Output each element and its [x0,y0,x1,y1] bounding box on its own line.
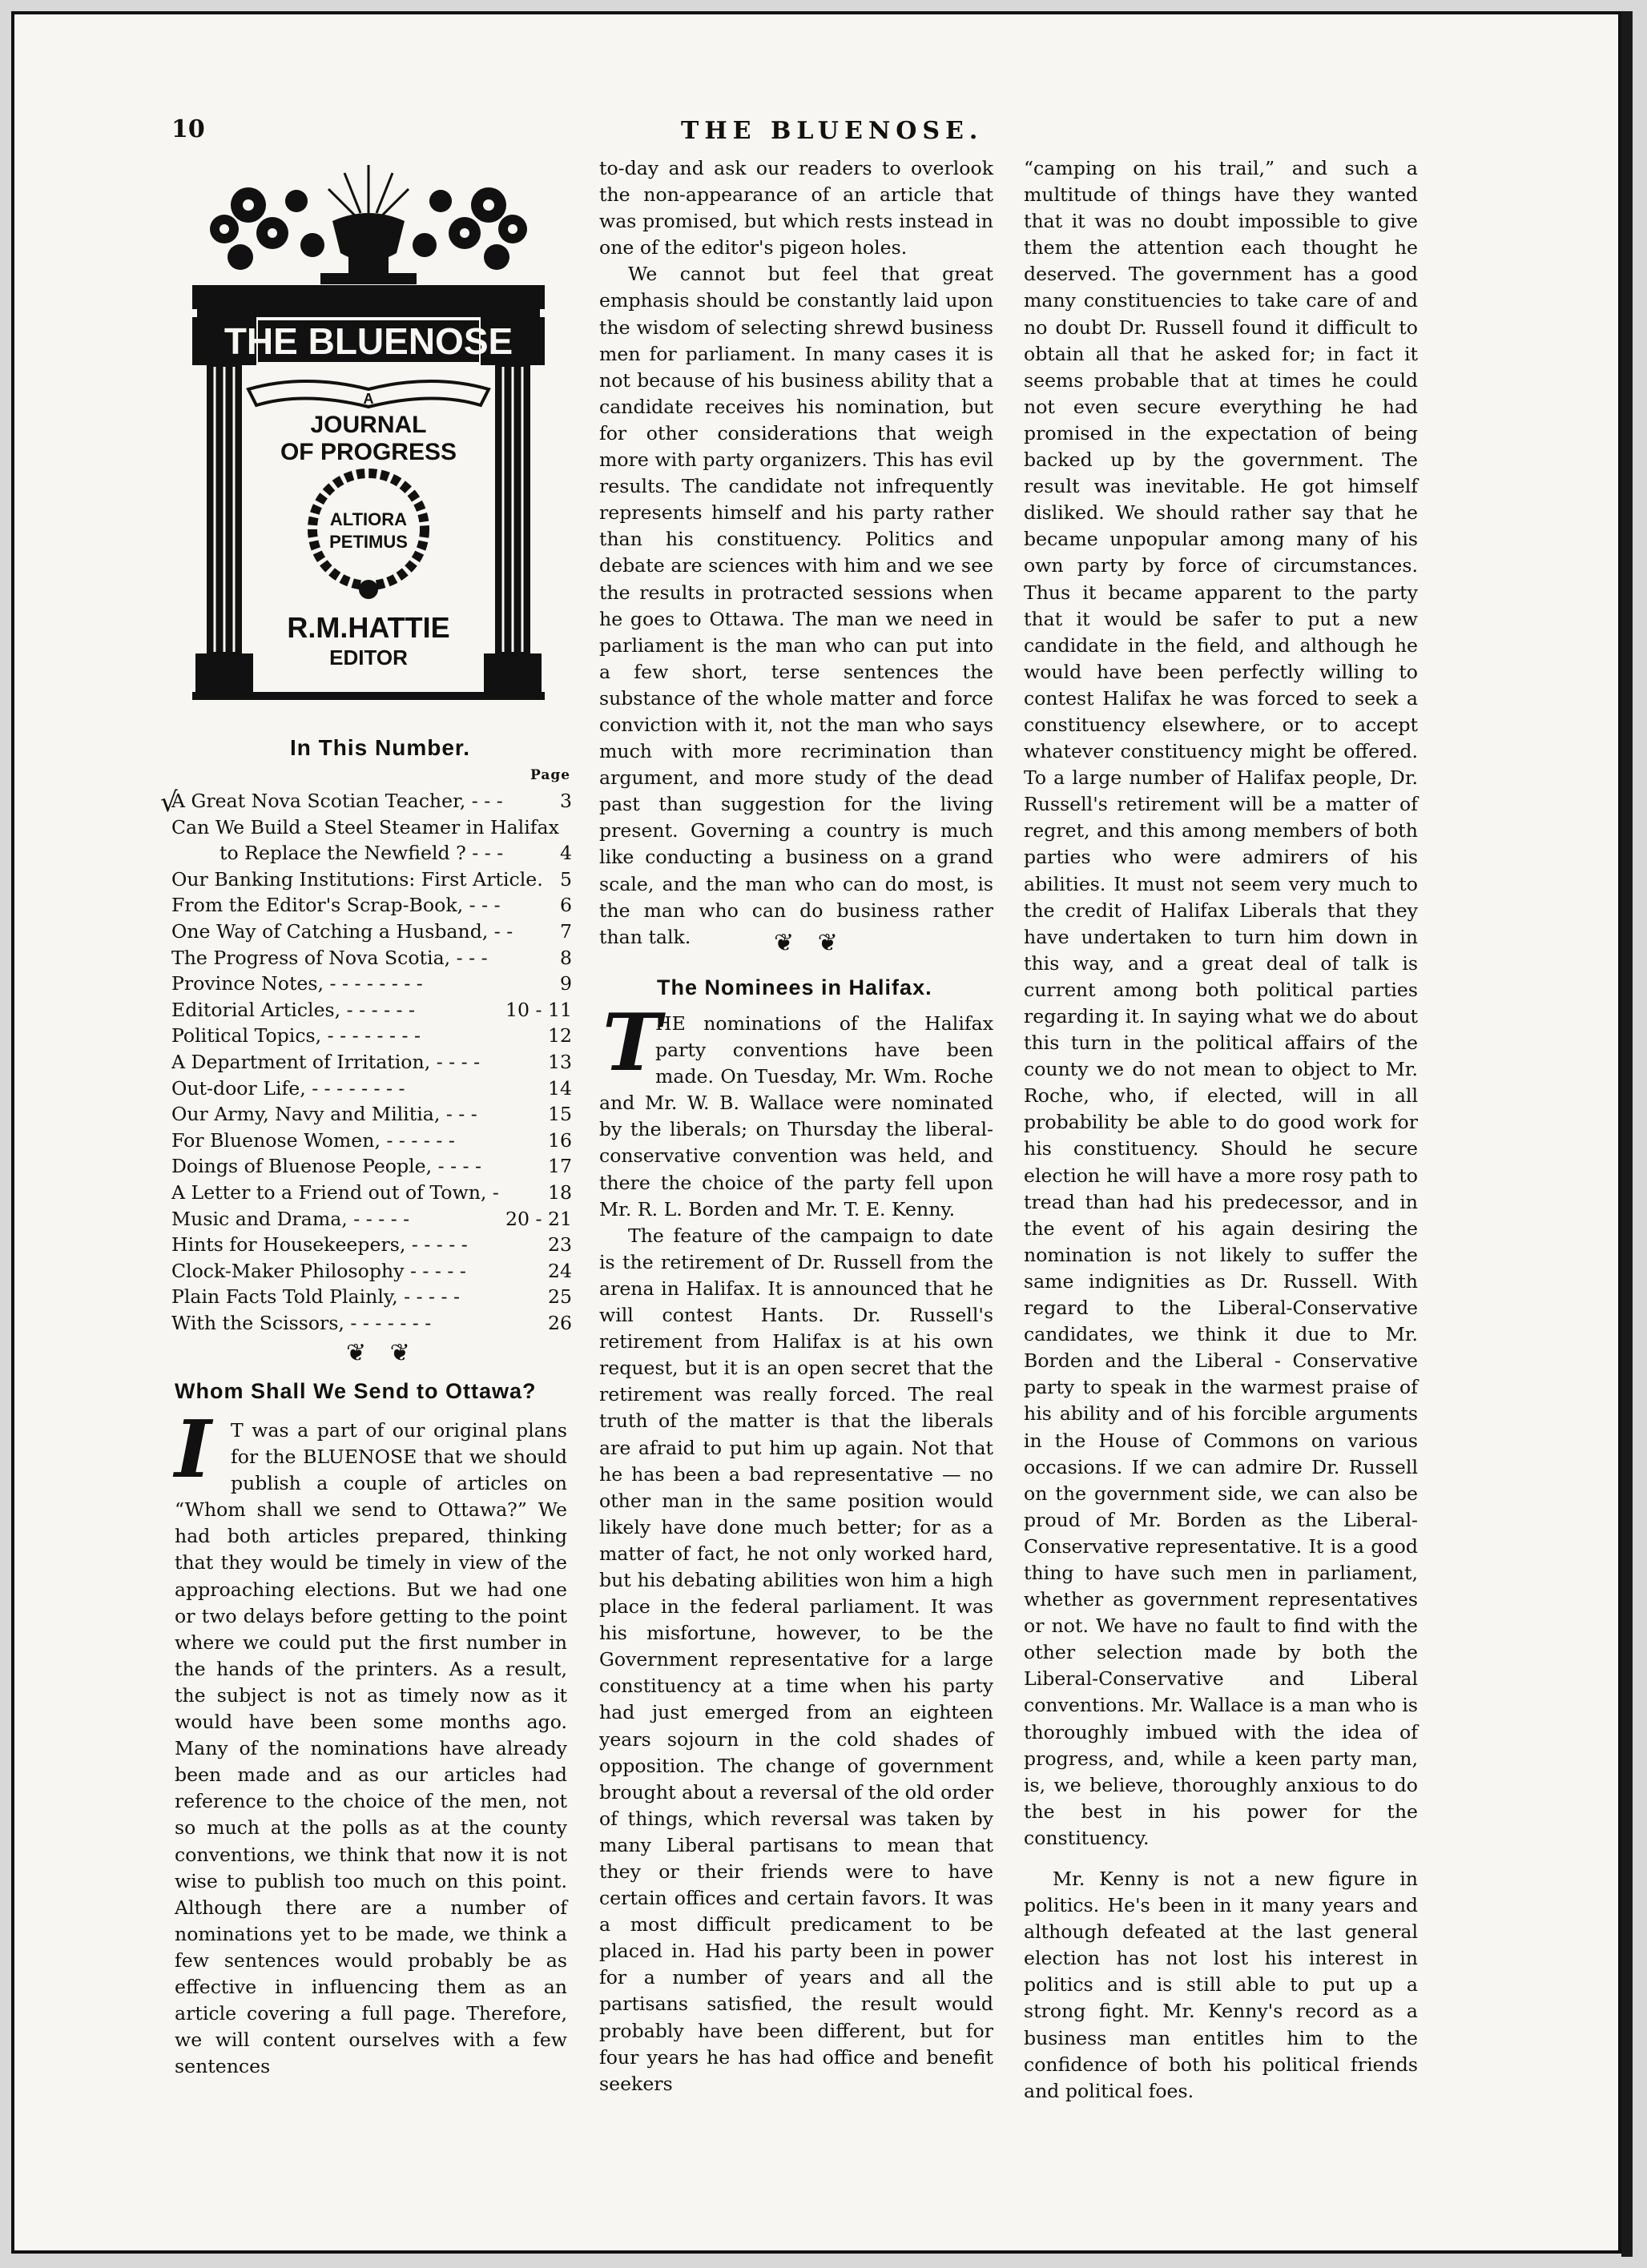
toc-item: From the Editor's Scrap-Book, - - - 6 [171,894,572,917]
motto-line-2: PETIMUS [329,532,408,552]
drop-cap: I [175,1404,211,1496]
toc-item: Clock-Maker Philosophy - - - - - 24 [171,1259,572,1282]
editor-name: R.M.HATTIE [287,611,450,644]
toc-heading: In This Number. [290,735,471,760]
drop-cap: T [602,997,661,1089]
masthead-title: THE BLUENOSE [223,320,513,362]
toc-item: Music and Drama, - - - - - 20 - 21 [171,1207,572,1230]
toc-item: Plain Facts Told Plainly, - - - - - 25 [171,1285,572,1309]
motto-line-1: ALTIORA [329,509,408,529]
check-mark-icon: √ [160,786,178,818]
toc-item: One Way of Catching a Husband, - - 7 [171,919,572,943]
article-body-column-3 [1024,155,1418,2105]
toc-item: A Department of Irritation, - - - - 13 [171,1050,572,1073]
table-of-contents [171,788,572,1336]
page-number: 10 [171,115,205,143]
masthead-subtitle-a: A [363,391,374,407]
toc-item: With the Scissors, - - - - - - - 26 [171,1311,572,1334]
toc-item: Out-door Life, - - - - - - - - 14 [171,1076,572,1100]
article-body-column-1 [175,1418,567,2080]
toc-item: to Replace the Newfield ? - - - 4 [219,842,572,865]
toc-item: A Letter to a Friend out of Town, - 18 [171,1180,572,1204]
toc-item: Our Banking Institutions: First Article. 5 [171,867,572,891]
wreath-icon [312,473,425,585]
toc-item: For Bluenose Women, - - - - - - 16 [171,1128,572,1152]
toc-item: Editorial Articles, - - - - - - 10 - 11 [171,998,572,1021]
toc-item: A Great Nova Scotian Teacher, - - - 3 [171,790,572,812]
running-head: THE BLUENOSE. [681,117,984,145]
article-paragraph: The feature of the campaign to date is the retirement of Dr. Russell from the arena in Halifax. It is announced that he will contest Hants. Dr. Russell's retirement from Halifax is at his own request, but it is an open secret that the retirement was really forced. The real truth of the matter is that the liberals are afraid to put him up again. Not that he has been a bad representative — no other man in the same position would likely have done much better; for as a matter of fact, he not only worked hard, but his debating abilities won him a high place in the federal parliament. It was his misfortune, however, to be the Government representative for a large constituency at a time when his party had just emerged from an eighteen years sojourn in the cold shades of opposition. The change of government brought about a reversal of the old order of things, which reversal was taken by many Liberal partisans to mean that they or their friends were to have certain offices and certain favors. It was a most difficult predicament to be placed in. Had his party been in power for a number of years and all the partisans satisfied, the result would probably have been different, but for four years he has had office and benefit seekers [599,1224,993,2095]
toc-item: Doings of Bluenose People, - - - - 17 [171,1155,572,1178]
article-paragraph: to-day and ask our readers to overlook the non-appearance of an article that was promised, but which rests instead in one of the editor's pigeon holes. [599,157,993,259]
article-paragraph: “camping on his trail,” and such a multitude of things have they wanted that it was no doubt impossible to give them the attention each thought he deserved. The government has a good many constituencies to take care of and no doubt Dr. Russell found it difficult to obtain all that he asked for; in fact it seems probable that at times he could not even secure everything he had promised in the expectation of being backed up by the government. The result was inevitable. He got himself disliked. We should rather say that he became unpopular among many of his own party by force of circumstances. Thus it became apparent to the party that it would be safer to put a new candidate in the field, and although he would have been perfectly willing to contest Halifax he was forced to seek a constituency elsewhere, or to accept whatever constituency might be offered. To a large number of Halifax people, Dr. Russell's retirement will be a matter of regret, and this among members of both parties who were admirers of his abilities. It must not seem very much to the credit of Halifax Liberals that they have undertaken to turn him down in this way, and a great deal of talk is current among both political parties regarding it. In saying what we do about this turn in the political affairs of the county we do not mean to object to Mr. Roche, who, if elected, will in all probability be able to do good work for his constituency. Should he secure election he will have a more rosy path to tread than had his predecessor, and in the event of his again desiring the nomination is not likely to suffer the same indignities as Dr. Russell. With regard to the Liberal-Conservative candidates, we think it due to Mr. Borden and the Liberal - Conservative party to speak in the warmest praise of his ability and of his forcible arguments in the House of Commons on various occasions. If we can admire Dr. Russell on the government side, we can also be proud of Mr. Borden as the Liberal-Conservative representative. It is a good thing to have such men in parliament, whether as government representatives or not. We have no fault to find with the other selection made by both the Liberal-Conservative and Liberal conventions. Mr. Wallace is a man who is thoroughly imbued with the idea of progress, and, while a keen party man, is, we believe, thoroughly anxious to do the best in his power for the constituency. [1024,157,1418,1849]
article-paragraph: HE nominations of the Halifax party conventions have been made. On Tuesday, Mr. Wm. Roche and Mr. W. B. Wallace were nominated by the liberals; on Thursday the liberal-conservative convention was held, and there the choice of the party fell upon Mr. R. L. Borden and Mr. T. E. Kenny. [599,1012,993,1220]
toc-item: Our Army, Navy and Militia, - - - 15 [171,1103,572,1126]
toc-page-label: Page [530,767,571,783]
editor-role: EDITOR [329,645,408,670]
leaf-ornament-icon: ❦ ❦ [346,1339,418,1367]
article-heading-ottawa: Whom Shall We Send to Ottawa? [175,1379,537,1403]
article-heading-halifax: The Nominees in Halifax. [657,975,932,999]
masthead-subtitle-progress: OF PROGRESS [280,439,457,465]
leaf-ornament-icon: ❦ ❦ [774,929,846,957]
article-paragraph: Mr. Kenny is not a new figure in politics. He's been in it many years and although defeated at the last general election has not lost his interest in politics and is still able to put up a strong fight. Mr. Kenny's record as a business man entitles him to the confidence of both his political friends and political foes. [1024,1868,1418,2102]
page-edge-shadow [1621,11,1633,2257]
masthead-subtitle-journal: JOURNAL [310,412,427,438]
toc-item: Can We Build a Steel Steamer in Halifax [171,815,559,838]
toc-item: Province Notes, - - - - - - - - 9 [171,972,572,995]
toc-item: The Progress of Nova Scotia, - - - 8 [171,946,572,969]
article-paragraph: T was a part of our original plans for the BLUENOSE that we should publish a couple of articles on “Whom shall we send to Ottawa?” We had both articles prepared, thinking that they would be timely in view of the approaching elections. But we had one or two delays before getting to the point where we could put the first number in the hands of the printers. As a result, the subject is not as timely now as it would have been some months ago. Many of the nominations have already been made and as our articles had reference to the choice of the men, not so much at the polls as at the county conventions, we think that now it is not wise to publish too much on this point. Although there are a number of nominations yet to be made, we think a few sentences would probably be as effective in influencing them as an article covering a full page. Therefore, we will content ourselves with a few sentences [175,1419,567,2078]
article-paragraph: We cannot but feel that great emphasis should be constantly laid upon the wisdom of selecting shrewd business men for parliament. In many cases it is not because of his business ability that a candidate receives his nomination, but for other considerations that weigh more with party organizers. This has evil results. The candidate not infrequently represents himself and his party rather than his constituency. Politics and debate are sciences with him and we see the results in protracted sessions when he goes to Ottawa. The man we need in parliament is the man who can put into a few short, terse sentences the substance of the whole matter and force conviction with it, not the man who says much with more recrimination than argument, and more study of the dead past than suggestion for the living present. Governing a country is much like conducting a business on a grand scale, and the man who can do most, is the man who can do business rather than talk. [599,263,993,948]
toc-item: Hints for Housekeepers, - - - - - 23 [171,1233,572,1257]
article-body-column-2 [599,155,993,951]
article-body-column-2b [599,1011,993,2097]
masthead-logo [192,157,545,702]
toc-item: Political Topics, - - - - - - - - 12 [171,1024,572,1048]
